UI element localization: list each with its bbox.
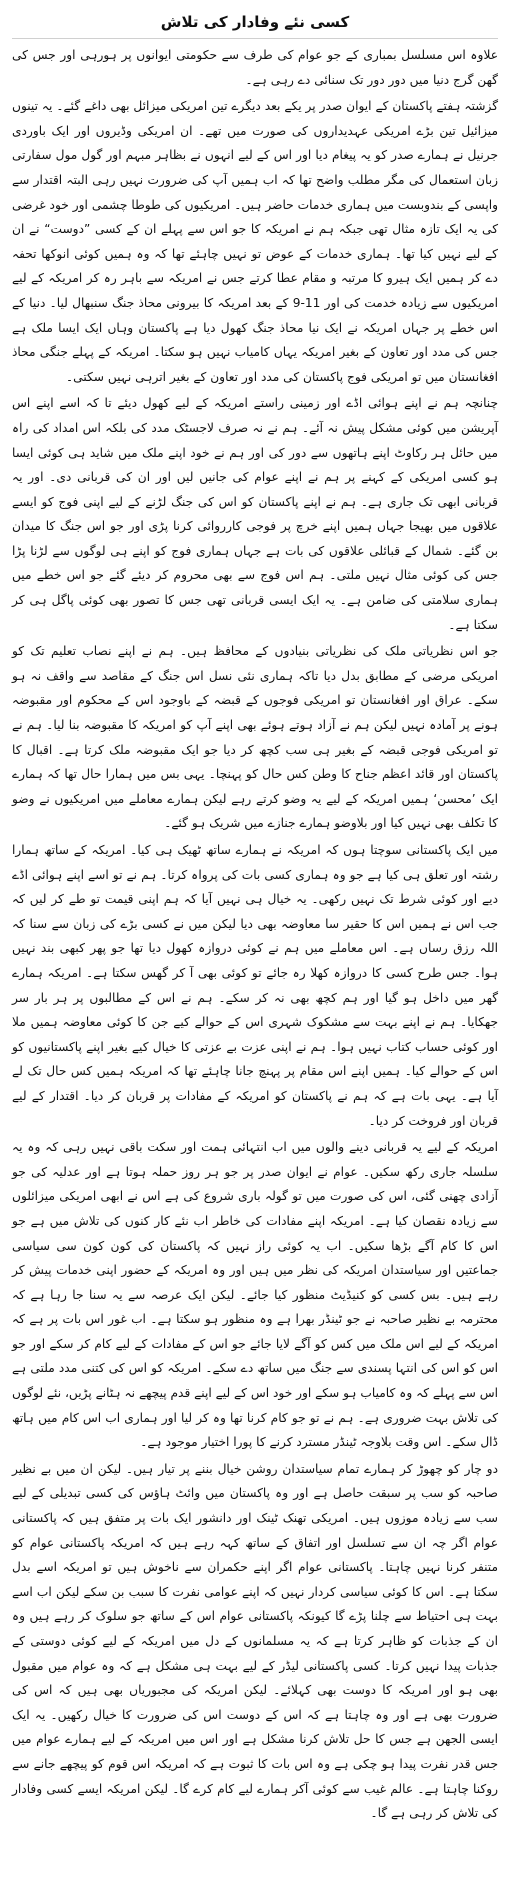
article-paragraph: علاوہ اس مسلسل بمباری کے جو عوام کی طرف سے حکومتی ایوانوں پر ہورہی اور جس کی گھن گرج دنیا میں دور دور تک سنائی دے رہی ہے۔ [12, 48, 498, 87]
article-paragraph: میں ایک پاکستانی سوچتا ہوں کہ امریکہ نے ہمارے ساتھ ٹھیک ہی کیا۔ امریکہ کے ساتھ ہمارا رشتہ اور تعلق ہی کیا ہے جو وہ ہماری کسی بات کی پرواہ کرتا۔ ہم نے تو اسے اپنے ہوائی اڈے دیے اور کوئی شرط تک نہیں رکھی۔ یہ خیال ہی نہیں آیا کہ ہم اپنی قیمت تو طے کر لیں کہ جب اس نے ہمیں اس کا حقیر سا معاوضہ بھی دیا لیکن میں نے کسی بڑے کی زبان سے سنا کہ اللہ رزق رساں ہے۔ اس معاملے میں ہم نے کوئی دروازہ کھول دیا تھا جو پھر کبھی بند نہیں ہوا۔ جس طرح کسی کا دروازہ کھلا رہ جائے تو کوئی بھی آ کر گھس سکتا ہے۔ امریکہ ہمارے گھر میں داخل ہو گیا اور ہم کچھ بھی نہ کر سکے۔ ہم نے اس کے مطالبوں پر ہر بار سر جھکایا۔ ہم نے اپنے بہت سے مشکوک شہری اس کے حوالے کیے جن کا کوئی معاوضہ ہمیں ملا اور کوئی حساب کتاب نہیں ہوا۔ ہم نے اپنی عزت بے عزتی کا خیال کیے بغیر اپنے پاکستانیوں کو اس کے حوالے کیا۔ ہمیں اپنے اس مقام پر پہنچ جانا چاہئے تھا کہ امریکہ ہمیں کس حال تک لے آیا ہے۔ یہی بات ہے کہ ہم نے پاکستان کو امریکہ کے مفادات پر قربان کر دیا۔ اقتدار کے لیے قربان اور فروخت کر دیا۔ [12, 843, 498, 1128]
article-paragraph: دو چار کو چھوڑ کر ہمارے تمام سیاستدان روشن خیال بننے پر تیار ہیں۔ لیکن ان میں بے نظیر صاحبہ کو سب پر سبقت حاصل ہے اور وہ پاکستان میں وائٹ ہاؤس کی کسی تبدیلی کے لیے سب سے زیادہ موزوں ہیں۔ امریکی تھنک ٹینک اور دانشور ایک بات پر متفق ہیں کہ پاکستانی عوام اگر چہ ان سے تسلسل اور اتفاق کے ساتھ کہہ رہے ہیں کہ امریکہ پاکستانی عوام کو متنفر کرنا نہیں چاہتا۔ پاکستانی عوام اگر اپنے حکمران سے ناخوش ہیں تو امریکہ اسے بدل سکتا ہے۔ اس کا کوئی سیاسی کردار نہیں کہ اپنے عوامی نفرت کا سبب بن سکے لیکن اب اسے بہت ہی احتیاط سے چلنا پڑے گا کیونکہ پاکستانی عوام اس کے ساتھ جو سلوک کر رہے ہیں وہ ان کے جذبات کو ظاہر کرتا ہے کہ یہ مسلمانوں کے دل میں امریکہ کے لیے کوئی دوستی کے جذبات پیدا نہیں کرتا۔ کسی پاکستانی لیڈر کے لیے بہت ہی مشکل ہے کہ وہ عوام میں مقبول بھی ہو اور امریکہ کا دوست بھی کہلائے۔ لیکن امریکہ کی مجبوریاں بھی ہیں کہ اس کی ضرورت بھی ہے اور وہ چاہتا ہے کہ اس کے دوست اس کی ضرورت کا خیال رکھیں۔ یہ ایک ایسی الجھن ہے جس کا حل تلاش کرنا مشکل ہے اور اس میں امریکہ کے لیے ہمارے عوام میں جس قدر نفرت پیدا ہو چکی ہے وہ اس بات کا ثبوت ہے کہ امریکہ اس قوم کو پیچھے جانے سے روکنا چاہتا ہے۔ عالم غیب سے کوئی آکر ہمارے لیے کام کرے گا۔ لیکن امریکہ ایسے کسی وفادار کی تلاش کر رہی ہے گا۔ [12, 1461, 498, 1821]
article-paragraph: جو اس نظریاتی ملک کی نظریاتی بنیادوں کے محافظ ہیں۔ ہم نے اپنے نصاب تعلیم تک کو امریکی مرضی کے مطابق بدل دیا تاکہ ہماری نئی نسل اس جنگ کے مقاصد سے واقف نہ ہو سکے۔ عراق اور افغانستان تو امریکی فوجوں کے قبضہ کے باوجود اس کے محکوم اور مقبوضہ ہونے پر آمادہ نہیں لیکن ہم نے آزاد ہوتے ہوئے بھی اپنے آپ کو امریکہ کا مقبوضہ بنا لیا۔ ہم نے تو امریکی فوجی قبضہ کے بغیر ہی سب کچھ کر دیا جو ایک مقبوضہ ملک کرتا ہے۔ اقبال کا پاکستان اور قائد اعظم جناح کا وطن کس حال کو پہنچا۔ یہی بس میں ہمارا حال تھا کہ ہمارے ایک ’محسن‘ ہمیں امریکہ کے لیے یہ وضو کرتے رہے لیکن ہمارے معاملے میں امریکیوں نے وضو کا تکلف بھی نہیں کیا اور بلاوضو ہمارے جنازے میں شریک ہو گئے۔ [12, 644, 498, 831]
article-title: کسی نئے وفادار کی تلاش [160, 13, 350, 31]
article-body [12, 43, 498, 1826]
article-paragraph: گزشتہ ہفتے پاکستان کے ایوان صدر پر یکے بعد دیگرے تین امریکی میزائل بھی داغے گئے۔ یہ تینوں میزائیل تین بڑے امریکی عہدیداروں کی صورت میں تھے۔ ان امریکی وڈیروں اور ایک باوردی جرنیل نے ہمارے صدر کو یہ پیغام دیا اور اس کے لیے انہوں نے بظاہر مبہم اور گول مول سفارتی زبان استعمال کی مگر مطلب واضح تھا کہ اب ہمیں آپ کی ضرورت نہیں رہی البتہ اقتدار سے واپسی کے بندوبست میں ہماری خدمات حاضر ہیں۔ امریکیوں کی طوطا چشمی اور خود غرضی کی یہ ایک تازہ مثال تھی جبکہ ہم نے امریکہ کا جو اس سے پہلے ان کے کسی ”دوست“ نے ان کے لیے نہیں کیا تھا۔ ہماری خدمات کے عوض تو نہیں چاہئے تھا کہ وہ ہمیں کوئی انوکھا تحفہ دے کر ہمیں ایک ہیرو کا مرتبہ و مقام عطا کرتے جس نے امریکہ سے باہر رہ کر امریکہ کے لیے امریکیوں سے زیادہ خدمت کی اور 11-9 کے بعد امریکہ کا بیرونی محاذ جنگ سنبھال لیا۔ دنیا کے اس خطے پر جہاں امریکہ نے ایک نیا محاذ جنگ کھول دیا ہے پاکستان وہاں ایک ایسا ملک ہے جس کی مدد اور تعاون کے بغیر امریکہ یہاں کامیاب نہیں ہو سکتا۔ امریکہ کے پہلے جنگی محاذ افغانستان میں تو امریکی فوج پاکستان کی مدد اور تعاون کے بغیر اترہی نہیں سکتی۔ [12, 99, 498, 384]
article-paragraph: چنانچہ ہم نے اپنے ہوائی اڈے اور زمینی راستے امریکہ کے لیے کھول دیئے تا کہ اسے اپنے اس آپریشن میں کوئی مشکل پیش نہ آئے۔ ہم نے نہ صرف لاجسٹک مدد کی بلکہ اس امداد کی راہ میں حائل ہر رکاوٹ اپنے ہاتھوں سے دور کی اور ہم نے خود اپنے ملک میں شاید ہی کوئی ایسا ہو کسی امریکی کے کہنے پر ہم نے اپنے عوام کی جانیں لیں اور ان کی قربانی دی۔ اور یہ قربانی ابھی تک جاری ہے۔ ہم نے اپنے پاکستان کو اس کی جنگ لڑنے کے لیے اپنی فوج کو ایسے علاقوں میں بھیجا جہاں ہمیں اپنے خرچ پر فوجی کارروائی کرنا پڑی اور جو اس جنگ کا میدان بن گئے۔ شمال کے قبائلی علاقوں کی بات ہے جہاں ہماری فوج کو اپنے ہی لوگوں سے لڑنا پڑا جس کی کوئی مثال نہیں ملتی۔ ہم اس فوج سے بھی محروم کر دیئے گئے جو اس خطے میں ہماری سلامتی کی ضامن ہے۔ یہ ایک ایسی قربانی تھی جس کا تصور بھی کوئی پاگل ہی کر سکتا ہے۔ [12, 396, 498, 632]
article-paragraph: امریکہ کے لیے یہ قربانی دینے والوں میں اب انتہائی ہمت اور سکت باقی نہیں رہی کہ وہ یہ سلسلہ جاری رکھ سکیں۔ عوام نے ایوان صدر پر جو ہر روز حملہ ہوتا ہے اور عدلیہ کی جو آزادی چھنی گئی، اس کی صورت میں تو گولہ باری شروع کی ہے اس نے ابھی امریکی میزائلوں سے زیادہ نقصان کیا ہے۔ امریکہ اپنے مفادات کی خاطر اب نئے کار کنوں کی تلاش میں ہے جو اس کا کام آگے بڑھا سکیں۔ اب یہ کوئی راز نہیں کہ پاکستان کی کون کون سی سیاسی جماعتیں اور سیاستدان امریکہ کی نظر میں ہیں اور وہ امریکہ کے حضور اپنی خدمات پیش کر رہے ہیں۔ بس کسی کو کنیڈیٹ منظور کیا جائے۔ لیکن ایک عرصہ سے یہ سنا جا رہا ہے کہ محترمہ بے نظیر صاحبہ نے جو ٹینڈر بھرا ہے وہ منظور ہو سکتا ہے۔ اب غور اس بات پر ہے کہ امریکہ کے لیے اس ملک میں کس کو آگے لایا جائے جو اس کے مفادات کے لیے کام کر سکے اور جو اس کو اس کی انتہا پسندی سے جنگ میں ساتھ دے سکے۔ امریکہ کو اس کی کتنی مدد ملتی ہے اس سے پہلے کہ وہ کامیاب ہو سکے اور خود اس کے لیے اپنے قدم پیچھے نہ ہٹانے پڑیں، نئے لوگوں کی تلاش بہت ضروری ہے۔ ہم نے تو جو کام کرنا تھا وہ کر لیا اور ہماری اب اس کام میں ہاتھ ڈال سکے۔ اس وقت بلاوجہ ٹینڈر مسترد کرنے کا پورا اختیار موجود ہے۔ [11, 1140, 498, 1450]
title-divider [12, 38, 498, 39]
